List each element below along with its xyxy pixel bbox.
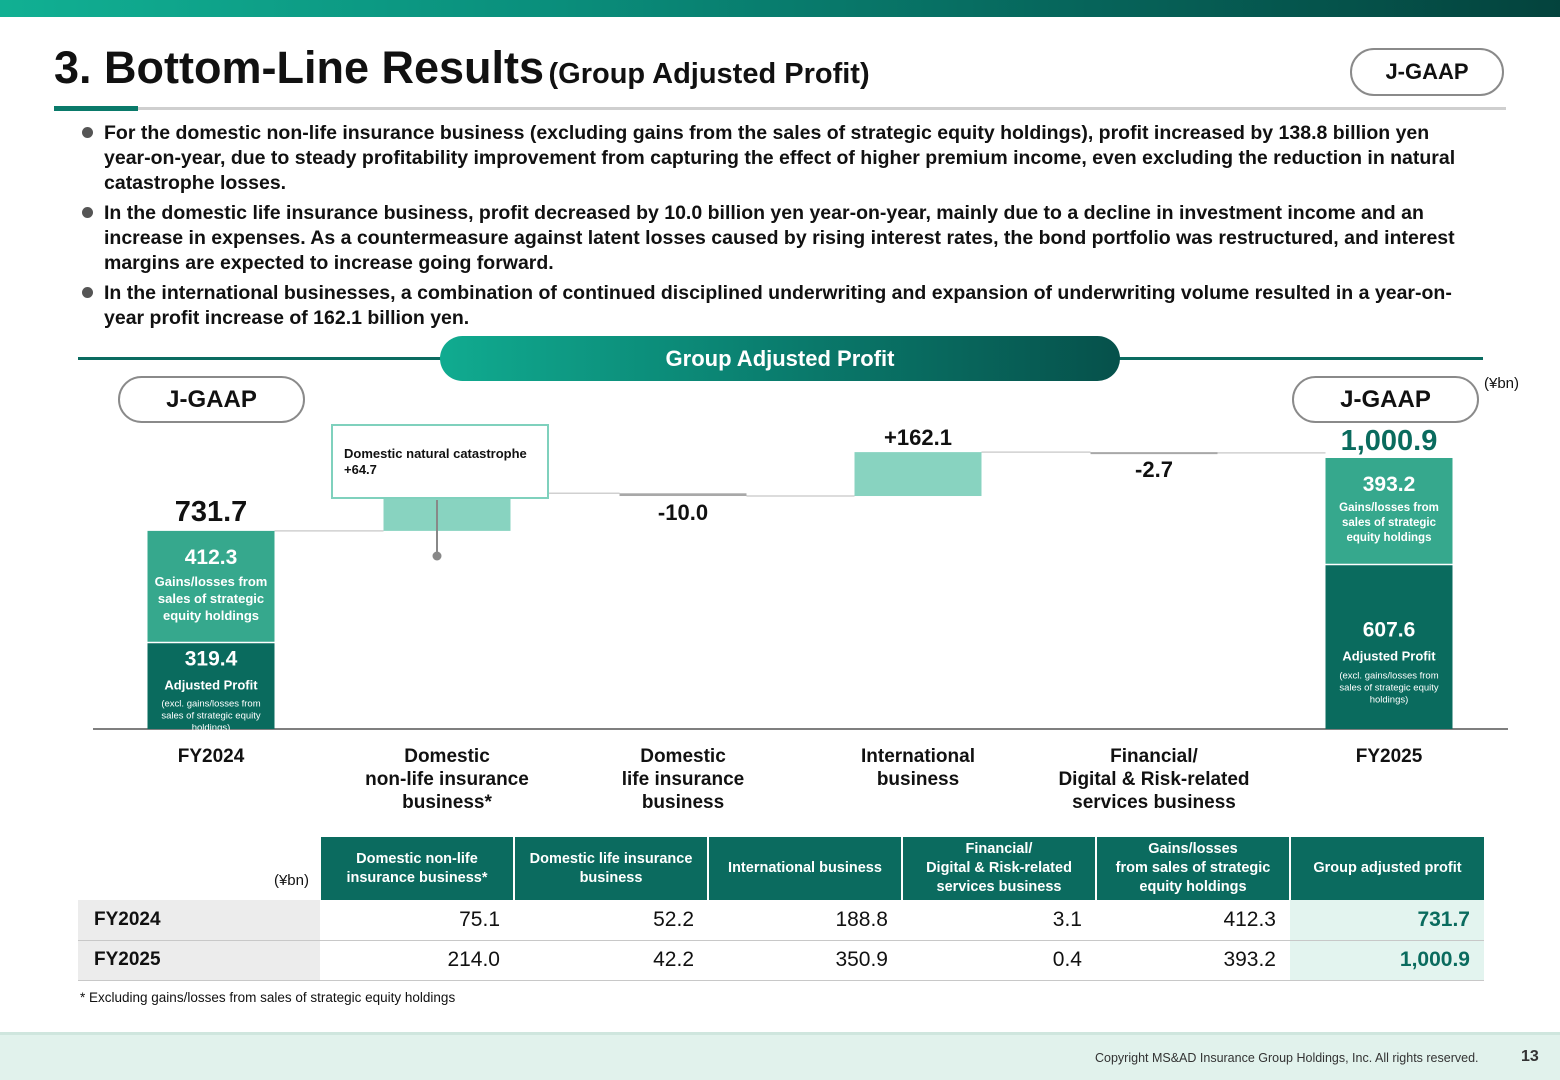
adjusted-note-fy2025: (excl. gains/losses from	[1339, 670, 1439, 682]
category-label: Domestic	[640, 746, 726, 767]
bullet-text: In the international businesses, a combination of continued disciplined underwriting and expansion of underwriting volume resulted in a year-on-year profit increase of 162.1 billion yen.	[104, 282, 1452, 329]
category-label: FY2025	[1355, 746, 1423, 767]
category-label: Financial/	[1110, 746, 1198, 767]
delta-bar-3	[855, 452, 982, 496]
table-cell: 412.3	[1096, 900, 1290, 940]
row-label: FY2024	[78, 900, 320, 940]
category-label: Domestic	[404, 746, 490, 767]
table-cell: 350.9	[708, 940, 902, 980]
chart-unit: (¥bn)	[1484, 375, 1520, 392]
table-header: Financial/ Digital & Risk-related services business	[902, 837, 1096, 900]
table-header: Domestic non-life insurance business*	[320, 837, 514, 900]
table-cell: 52.2	[514, 900, 708, 940]
gains-value-fy2025: 393.2	[1362, 473, 1416, 496]
profit-table	[78, 837, 1484, 981]
adjusted-note-fy2024: holdings)	[191, 722, 231, 734]
bullet-text: In the domestic life insurance business, profit decreased by 10.0 billion yen year-on-year, mainly due to a decline in investment income and an increase in expenses. As a countermeasure against latent losses caused by rising interest rates, the bond portfolio was restructured, and interest margins are expected to increase going forward.	[104, 202, 1455, 274]
table-header-row	[78, 837, 1484, 900]
total-label-fy2024: 731.7	[174, 495, 248, 528]
gains-caption-fy2025: Gains/losses from	[1339, 502, 1439, 514]
table-cell: 393.2	[1096, 940, 1290, 980]
adjusted-note-fy2025: sales of strategic equity	[1339, 682, 1439, 694]
section-header: Group Adjusted Profit	[440, 336, 1120, 381]
category-label: business	[876, 769, 960, 790]
table-cell: 42.2	[514, 940, 708, 980]
callout-dot-icon	[433, 552, 442, 561]
table-row	[78, 900, 1484, 940]
table-cell: 75.1	[320, 900, 514, 940]
page-title-main: 3. Bottom-Line Results	[54, 42, 545, 93]
total-label-fy2025: 1,000.9	[1340, 425, 1438, 457]
category-label: International	[860, 746, 976, 767]
table-header: Group adjusted profit	[1290, 837, 1484, 900]
accounting-standard-badge: J-GAAP	[1350, 48, 1504, 96]
category-label: services business	[1072, 792, 1236, 813]
category-label: non-life insurance	[365, 769, 529, 790]
table-cell: 214.0	[320, 940, 514, 980]
delta-bar-4	[1091, 452, 1218, 454]
adjusted-note-fy2024: sales of strategic equity	[161, 710, 261, 722]
gains-caption-fy2024: Gains/losses from	[154, 573, 268, 589]
row-label: FY2025	[78, 940, 320, 980]
adjusted-value-fy2025: 607.6	[1362, 618, 1416, 642]
adjusted-value-fy2024: 319.4	[184, 647, 238, 671]
footnote: * Excluding gains/losses from sales of strategic equity holdings	[80, 990, 456, 1005]
table-cell: 3.1	[902, 900, 1096, 940]
gains-caption-fy2025: equity holdings	[1346, 532, 1432, 544]
table-header: Domestic life insurance business	[514, 837, 708, 900]
page-title-sub: (Group Adjusted Profit)	[548, 58, 870, 90]
page-number: 13	[1521, 1048, 1539, 1065]
table-total-cell: 731.7	[1290, 900, 1484, 940]
category-label: life insurance	[621, 769, 745, 790]
bullet-text: For the domestic non-life insurance business (excluding gains from the sales of strategic equity holdings), profit increased by 138.8 billion yen year-on-year, due to steady profitability improvement from capturing the effect of higher premium income, even excluding the reduction in natural catastrophe losses.	[104, 122, 1456, 194]
adjusted-note-fy2025: holdings)	[1369, 694, 1409, 706]
delta-bar-2	[620, 493, 747, 496]
adjusted-note-fy2024: (excl. gains/losses from	[161, 698, 261, 710]
delta-label-3: +162.1	[884, 425, 952, 451]
category-label: business	[641, 792, 725, 813]
delta-label-4: -2.7	[1135, 456, 1173, 482]
catastrophe-callout	[331, 424, 549, 499]
table-cell: 0.4	[902, 940, 1096, 980]
copyright: Copyright MS&AD Insurance Group Holdings, Inc. All rights reserved.	[1095, 1051, 1479, 1065]
adjusted-caption-fy2024: Adjusted Profit	[164, 677, 258, 693]
table-header: International business	[708, 837, 902, 900]
gains-caption-fy2024: sales of strategic	[157, 590, 265, 606]
adjusted-caption-fy2025: Adjusted Profit	[1342, 648, 1436, 664]
gains-value-fy2024: 412.3	[184, 545, 238, 569]
fy2024-standard-badge: J-GAAP	[118, 376, 305, 423]
table-header: Gains/losses from sales of strategic equity holdings	[1096, 837, 1290, 900]
table-cell: 188.8	[708, 900, 902, 940]
table-row	[78, 940, 1484, 980]
category-label: business*	[402, 792, 492, 813]
gains-caption-fy2025: sales of strategic	[1342, 517, 1436, 529]
callout-line-1: Domestic natural catastrophe	[344, 446, 527, 461]
fy2025-standard-badge: J-GAAP	[1292, 376, 1479, 423]
table-total-cell: 1,000.9	[1290, 940, 1484, 980]
gains-caption-fy2024: equity holdings	[162, 607, 260, 623]
category-label: FY2024	[177, 746, 245, 767]
delta-label-2: -10.0	[657, 500, 709, 526]
table-unit: (¥bn)	[78, 837, 320, 900]
category-label: Digital & Risk-related	[1058, 769, 1250, 790]
callout-line-2: +64.7	[344, 462, 377, 477]
